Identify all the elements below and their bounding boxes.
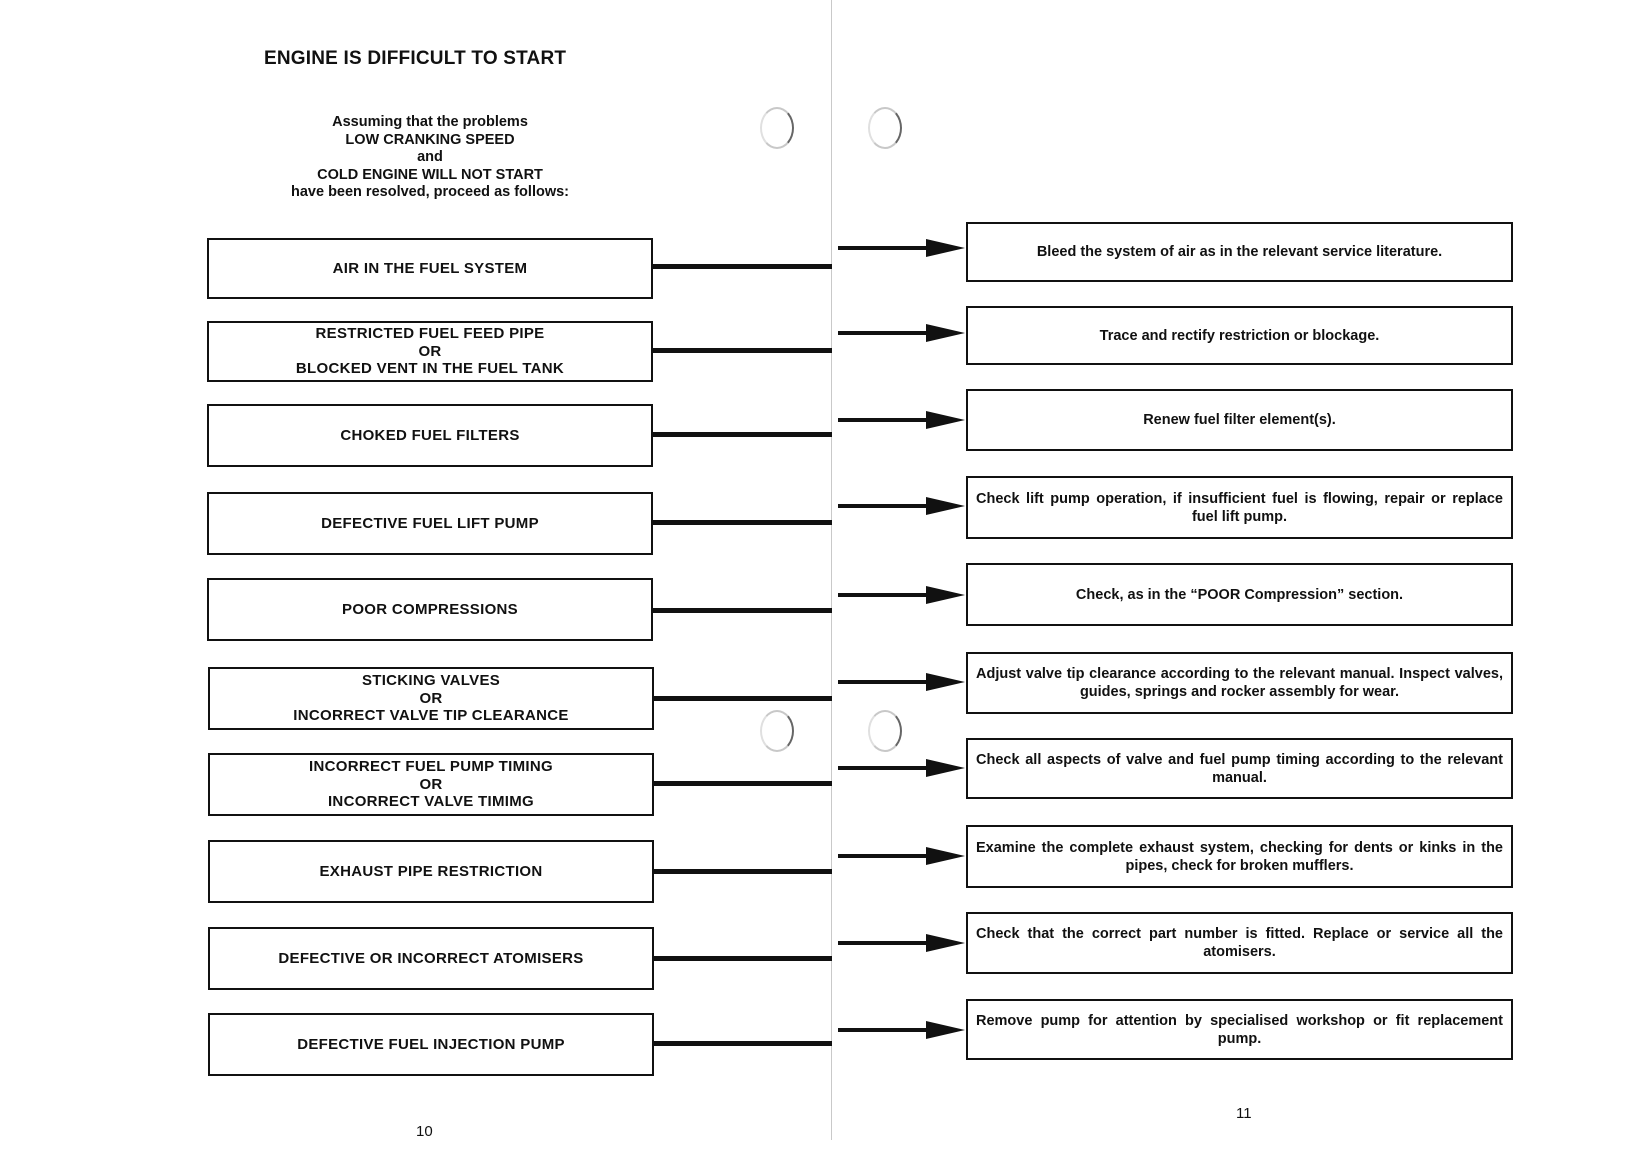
problem-box-exhaust-restriction [208,840,654,903]
page-number-right: 11 [1236,1105,1252,1122]
arrow-right-icon [838,585,965,605]
connector-line [654,781,832,786]
arrow-right-icon [838,933,965,953]
intro-text [230,114,630,202]
action-box-check-atomisers [966,912,1513,974]
problem-box-incorrect-pump-timing [208,753,654,816]
action-text: Examine the complete exhaust system, checking for dents or kinks in the pipes, check for broken mufflers. [976,839,1503,874]
action-text: Remove pump for attention by specialised workshop or fit replacement pump. [976,1012,1503,1047]
connector-line [653,432,832,437]
problem-line: BLOCKED VENT IN THE FUEL TANK [295,360,565,378]
action-box-examine-exhaust [966,825,1513,888]
action-text: Adjust valve tip clearance according to the relevant manual. Inspect valves, guides, springs and rocker assembly for wear. [976,666,1503,700]
connector-line [653,348,832,353]
action-box-check-lift-pump [966,476,1513,539]
problem-line: INCORRECT FUEL PUMP TIMING [309,758,553,776]
action-text: Check, as in the “POOR Compression” section. [1075,586,1404,603]
action-text: Renew fuel filter element(s). [1143,412,1336,428]
connector-line [654,869,832,874]
problem-line: DEFECTIVE OR INCORRECT ATOMISERS [278,949,584,967]
problem-line: DEFECTIVE FUEL INJECTION PUMP [297,1035,565,1053]
connector-line [653,520,832,525]
problem-line: RESTRICTED FUEL FEED PIPE [315,325,545,343]
action-box-trace-restriction [966,306,1513,365]
arrow-right-icon [838,496,965,516]
action-text: Trace and rectify restriction or blockage. [1099,327,1380,344]
binder-hole-icon [868,710,902,752]
binder-hole-icon [760,710,794,752]
connector-line [653,608,832,613]
problem-box-air-in-fuel-system [207,238,653,299]
problem-box-atomisers [208,927,654,990]
problem-line: OR [419,775,443,793]
arrow-right-icon [838,238,965,258]
connector-line [654,956,832,961]
connector-line [654,696,832,701]
action-box-remove-pump [966,999,1513,1060]
action-box-renew-filter [966,389,1513,451]
action-box-check-compression [966,563,1513,626]
action-text: Check lift pump operation, if insufficient fuel is flowing, repair or replace fuel lift pump. [976,490,1503,525]
problem-box-restricted-fuel-feed [207,321,653,382]
action-text: Bleed the system of air as in the relevant service literature. [1036,244,1443,260]
arrow-right-icon [838,410,965,430]
page-number-left: 10 [416,1123,433,1140]
arrow-right-icon [838,846,965,866]
intro-line: COLD ENGINE WILL NOT START [317,166,543,183]
arrow-right-icon [838,758,965,778]
page-spine [831,0,832,1140]
problem-line: DEFECTIVE FUEL LIFT PUMP [321,514,539,532]
problem-line: OR [419,689,443,707]
page-title: ENGINE IS DIFFICULT TO START [264,48,567,69]
problem-box-injection-pump [208,1013,654,1076]
action-text: Check that the correct part number is fitted. Replace or service all the atomisers. [976,926,1503,960]
connector-line [654,1041,832,1046]
problem-box-defective-lift-pump [207,492,653,555]
binder-hole-icon [868,107,902,149]
arrow-right-icon [838,1020,965,1040]
problem-line: INCORRECT VALVE TIP CLEARANCE [293,707,569,725]
action-box-bleed-system [966,222,1513,282]
problem-line: OR [418,342,442,360]
intro-line: have been resolved, proceed as follows: [290,184,569,200]
action-box-check-timing [966,738,1513,799]
binder-hole-icon [760,107,794,149]
problem-box-choked-fuel-filters [207,404,653,467]
problem-box-poor-compressions [207,578,653,641]
connector-line [653,264,832,269]
problem-line: AIR IN THE FUEL SYSTEM [332,259,528,277]
problem-box-sticking-valves [208,667,654,730]
arrow-right-icon [838,672,965,692]
arrow-right-icon [838,323,965,343]
problem-line: STICKING VALVES [361,672,501,690]
problem-line: INCORRECT VALVE TIMIMG [327,793,535,811]
intro-line: LOW CRANKING SPEED [345,131,515,148]
action-box-adjust-valve [966,652,1513,714]
problem-line: POOR COMPRESSIONS [342,600,518,618]
intro-line: and [417,149,443,165]
problem-line: CHOKED FUEL FILTERS [340,426,520,444]
problem-line: EXHAUST PIPE RESTRICTION [319,862,543,880]
intro-line: Assuming that the problems [332,114,528,130]
action-text: Check all aspects of valve and fuel pump timing according to the relevant manual. [976,751,1503,786]
